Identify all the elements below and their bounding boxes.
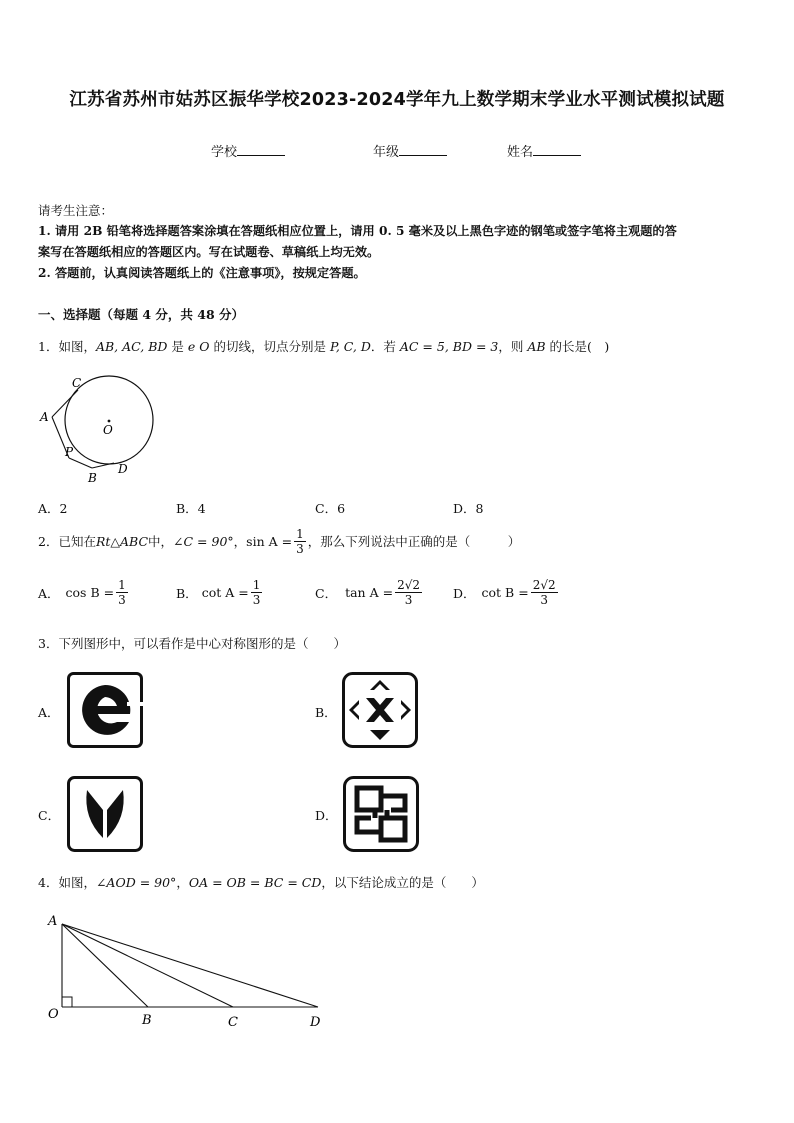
q2-option-a[interactable] bbox=[38, 578, 130, 607]
q2-option-b-expr: cot A = bbox=[201, 585, 249, 600]
q1-text-5: 的长是( ) bbox=[545, 339, 610, 354]
grade-field bbox=[373, 141, 447, 160]
q4-label-d: D bbox=[310, 1015, 321, 1030]
q2-option-d-num: 2√2 bbox=[532, 578, 556, 592]
q2-option-c-label: C． bbox=[315, 585, 338, 601]
name-blank bbox=[533, 143, 581, 156]
q2-option-c-num: 2√2 bbox=[397, 578, 420, 592]
q2-option-b-fraction bbox=[251, 578, 263, 607]
q4-equation: OA = OB = BC = CD bbox=[188, 875, 322, 890]
q4-text-1: ， bbox=[176, 875, 189, 890]
q2-sin-num: 1 bbox=[296, 527, 304, 541]
q4-line-ab bbox=[62, 924, 148, 1007]
q1-condition: AC = 5, BD = 3 bbox=[399, 339, 499, 354]
question-3: 3．下列图形中，可以看作是中心对称图形的是（ ） bbox=[38, 636, 346, 651]
q2-option-d[interactable] bbox=[453, 578, 560, 607]
notice-item1-line1: 1. 请用 2B 铅笔将选择题答案涂填在答题纸相应位置上，请用 0. 5 毫米及以上黑色字迹的钢笔或签字笔将主观题的答 bbox=[38, 224, 677, 238]
q3-option-d-label[interactable]: D． bbox=[315, 808, 338, 823]
q4-line-ac bbox=[62, 924, 233, 1007]
q2-option-d-expr: cot B = bbox=[481, 585, 529, 600]
q3-option-c-label[interactable]: C． bbox=[38, 808, 61, 823]
q2-option-a-label: A． bbox=[38, 585, 60, 601]
notice-item1-line2: 案写在答题纸相应的答题区内。写在试题卷、草稿纸上均无效。 bbox=[38, 245, 380, 259]
q4-label-c: C bbox=[228, 1015, 238, 1030]
q1-label-o: O bbox=[103, 423, 113, 437]
grade-blank bbox=[399, 143, 447, 156]
q1-circle: e O bbox=[187, 339, 210, 354]
q2-text-1: 中， bbox=[148, 533, 174, 549]
q1-center-dot bbox=[108, 420, 111, 423]
q4-figure bbox=[40, 910, 340, 1035]
q1-number: 1．如图， bbox=[38, 339, 96, 354]
q2-option-c[interactable] bbox=[315, 578, 424, 607]
q2-option-b-num: 1 bbox=[252, 578, 261, 592]
q2-option-d-fraction bbox=[531, 578, 558, 607]
q2-sin-den: 3 bbox=[296, 542, 304, 556]
school-field bbox=[211, 141, 285, 160]
q1-ab: AB bbox=[527, 339, 546, 354]
q2-option-a-num: 1 bbox=[118, 578, 126, 592]
q2-option-a-fraction bbox=[116, 578, 128, 607]
q4-number: 4．如图， bbox=[38, 875, 96, 890]
q1-label-p: P bbox=[65, 445, 74, 459]
q2-option-d-den: 3 bbox=[540, 593, 548, 607]
q1-label-d: D bbox=[118, 462, 128, 476]
q1-text-1: 是 bbox=[167, 339, 188, 354]
q1-figure bbox=[36, 372, 166, 487]
q4-text-2: ，以下结论成立的是（ ） bbox=[321, 875, 484, 890]
notice-item2: 2. 答题前，认真阅读答题纸上的《注意事项》，按规定答题。 bbox=[38, 266, 366, 280]
name-field bbox=[507, 141, 581, 160]
q1-lines: AB, AC, BD bbox=[95, 339, 168, 354]
q1-option-a[interactable]: A．2 bbox=[38, 501, 68, 516]
q2-option-c-expr: tan A = bbox=[345, 585, 394, 600]
q1-option-b[interactable]: B．4 bbox=[176, 501, 206, 516]
q1-points: P, C, D bbox=[329, 339, 371, 354]
q1-label-c: C bbox=[72, 376, 82, 390]
school-label: 学校 bbox=[211, 145, 238, 160]
q2-angle: ∠C = 90° bbox=[173, 533, 234, 549]
q4-angle: ∠AOD = 90° bbox=[95, 875, 177, 890]
q4-line-ad bbox=[62, 924, 318, 1007]
school-blank bbox=[237, 143, 285, 156]
q2-option-c-fraction bbox=[395, 578, 422, 607]
q1-label-b: B bbox=[88, 471, 97, 485]
q2-option-c-den: 3 bbox=[404, 593, 413, 607]
q1-text-2: 的切线，切点分别是 bbox=[209, 339, 330, 354]
question-1 bbox=[38, 337, 609, 357]
q2-sin: sin A = bbox=[246, 533, 293, 549]
notice-heading: 请考生注意： bbox=[38, 203, 114, 218]
q2-option-d-label: D． bbox=[453, 585, 476, 601]
q4-label-b: B bbox=[142, 1013, 152, 1028]
q2-option-a-expr: cos B = bbox=[65, 585, 115, 600]
q1-text-4: ，则 bbox=[498, 339, 528, 354]
question-2 bbox=[38, 527, 520, 556]
q4-right-angle-mark bbox=[62, 997, 72, 1007]
question-4 bbox=[38, 873, 484, 893]
q2-sin-fraction bbox=[294, 527, 306, 556]
grade-label: 年级 bbox=[373, 145, 400, 160]
page-title: 江苏省苏州市姑苏区振华学校2023-2024学年九上数学期末学业水平测试模拟试题 bbox=[69, 90, 725, 110]
q3-option-a-e-icon[interactable] bbox=[67, 672, 143, 748]
q4-label-o: O bbox=[48, 1007, 59, 1022]
name-label: 姓名 bbox=[507, 145, 534, 160]
q2-triangle: Rt△ABC bbox=[95, 533, 149, 549]
section-heading: 一、选择题（每题 4 分，共 48 分） bbox=[38, 307, 245, 322]
q2-option-a-den: 3 bbox=[118, 593, 126, 607]
q1-option-c[interactable]: C．6 bbox=[315, 501, 346, 516]
q2-option-b[interactable] bbox=[176, 578, 264, 607]
q3-option-c-v-icon[interactable] bbox=[67, 776, 143, 852]
q2-option-b-den: 3 bbox=[252, 593, 261, 607]
q2-text-2: ， bbox=[233, 533, 247, 549]
q1-label-a: A bbox=[40, 410, 49, 424]
q3-option-b-arrows-icon[interactable] bbox=[342, 672, 418, 748]
q1-option-d[interactable]: D．8 bbox=[453, 501, 484, 516]
q3-option-b-label[interactable]: B． bbox=[315, 705, 337, 720]
q4-label-a: A bbox=[48, 914, 58, 929]
q3-option-a-label[interactable]: A． bbox=[38, 705, 60, 720]
q2-text-3: ，那么下列说法中正确的是（ ） bbox=[307, 533, 521, 549]
q1-text-3: ．若 bbox=[370, 339, 400, 354]
q2-number: 2．已知在 bbox=[38, 533, 96, 549]
q3-option-d-knot-icon[interactable] bbox=[343, 776, 419, 852]
q2-option-b-label: B． bbox=[176, 585, 198, 601]
